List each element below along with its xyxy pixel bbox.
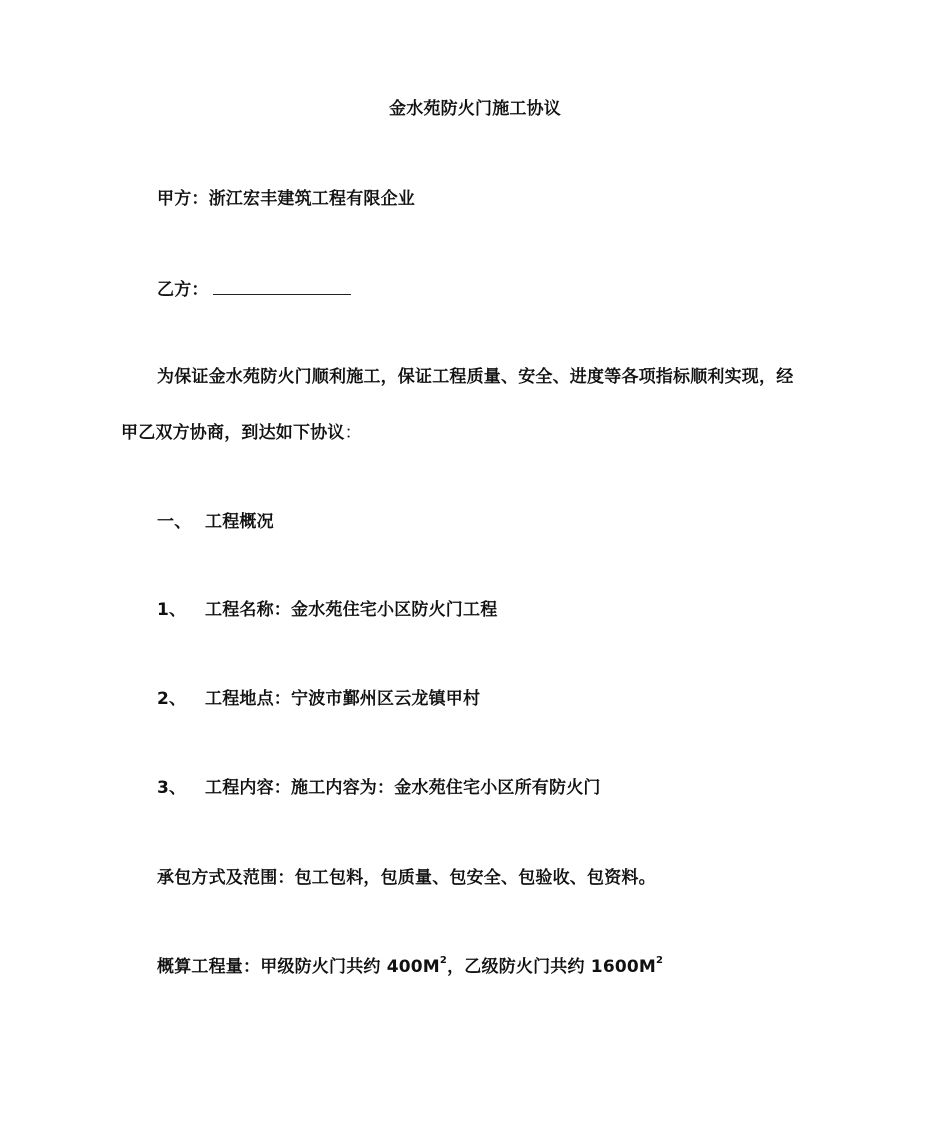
list-item-number: 2、	[157, 689, 187, 709]
party-b-label: 乙方：	[157, 280, 209, 300]
party-a-line	[157, 187, 415, 211]
list-item-text: 工程地点：宁波市鄞州区云龙镇甲村	[205, 689, 481, 709]
party-a-label: 甲方：	[157, 189, 209, 209]
list-item	[157, 776, 601, 800]
party-a-value: 浙江宏丰建筑工程有限企业	[208, 189, 416, 209]
scope-line: 承包方式及范围：包工包料，包质量、包安全、包验收、包资料。	[157, 868, 656, 888]
party-b-line	[157, 276, 351, 302]
intro-line-2	[121, 421, 362, 445]
list-item	[157, 598, 497, 622]
estimate-line	[157, 955, 663, 979]
document-title: 金水苑防火门施工协议	[389, 99, 561, 119]
list-item-text: 工程内容：施工内容为：金水苑住宅小区所有防火门	[205, 778, 601, 798]
estimate-superscript-2: 2	[656, 955, 664, 967]
estimate-superscript-1: 2	[439, 955, 448, 967]
section-1-number: 一、	[157, 512, 192, 532]
section-1-heading	[157, 510, 274, 534]
list-item-number: 3、	[157, 778, 187, 798]
intro-line-2-text: 甲乙双方协商，到达如下协议	[121, 423, 345, 443]
intro-colon: ：	[344, 423, 362, 443]
list-item-text: 工程名称：金水苑住宅小区防火门工程	[205, 600, 498, 620]
list-item	[157, 687, 480, 711]
estimate-middle: ，乙级防火门共约 1600M	[447, 957, 657, 977]
intro-line-1: 为保证金水苑防火门顺利施工，保证工程质量、安全、进度等各项指标顺利实现，经	[157, 367, 794, 387]
list-item-number: 1、	[157, 600, 187, 620]
section-1-title: 工程概况	[205, 512, 274, 532]
party-b-blank-field	[213, 276, 351, 295]
estimate-prefix: 概算工程量：甲级防火门共约 400M	[157, 957, 440, 977]
